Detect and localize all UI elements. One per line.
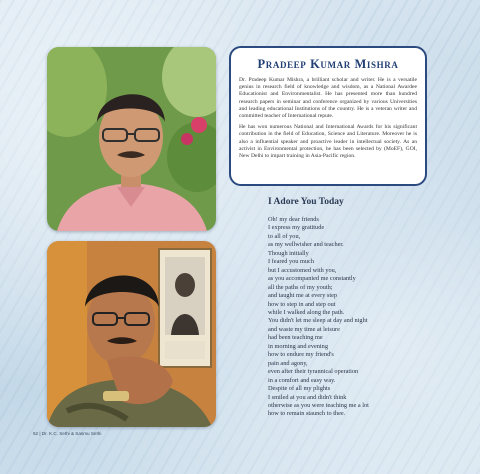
poem-line: even after their tyrannical operation xyxy=(268,368,359,376)
poem-line: Oh! my dear friends xyxy=(268,216,319,223)
author-photo-top xyxy=(47,47,216,231)
poem-line: in morning and evening xyxy=(268,342,328,350)
poem-line: but I accustomed with you, xyxy=(268,266,337,274)
author-bio-box xyxy=(229,46,427,186)
poem-line: as you accompanied me constantly xyxy=(268,275,356,283)
poem-line: to all of you, xyxy=(268,232,301,240)
poem-line: how to step in and step out xyxy=(268,300,336,308)
bio-paragraph-1: Dr. Pradeep Kumar Mishra, a brilliant scholar and writer. He is a versatile genius in research field of knowledge and wisdom, as a National Awardee Educationist and Environmentalist. He has presented more than hundred research papers in seminar and conference organized by various Universities and leading educational Institutions of the country. He is a veteran writer and committed teacher of International repute. xyxy=(239,77,417,120)
poem-line: while I walked along the path. xyxy=(268,308,345,316)
poem-line: I smiled at you and didn't think xyxy=(268,393,347,401)
poem-line: I express my gratitude xyxy=(268,224,325,232)
poem-line: how to endure my friend's xyxy=(268,351,334,359)
poem-line: Despite of all my plights xyxy=(268,385,331,393)
author-portrait-image xyxy=(47,47,216,231)
poem-line: as my wellwisher and teacher. xyxy=(268,241,344,249)
poem-line: otherwise as you were teaching me a lot xyxy=(268,401,369,409)
author-portrait-image-2 xyxy=(47,241,216,427)
poem-line: had been teaching me xyxy=(268,334,323,342)
author-photo-bottom xyxy=(47,241,216,427)
poem-line: all the paths of my youth; xyxy=(268,283,333,291)
poem-line: You didn't let me sleep at day and night xyxy=(268,317,368,325)
poem-body xyxy=(268,216,438,419)
poem-line: and taught me at every step xyxy=(268,292,338,300)
poem-line: I feared you much xyxy=(268,258,314,266)
poem-line: in a comfort and easy way. xyxy=(268,376,336,384)
poem-line: Though initially xyxy=(268,249,309,257)
poem-line: how to remain staunch to thee. xyxy=(268,410,346,418)
author-name: Pradeep Kumar Mishra xyxy=(257,57,399,71)
page-footer: 52 | Dr. K.C. Sethi & Sasmu Sethi xyxy=(33,431,102,436)
poem-title: I Adore You Today xyxy=(268,197,344,207)
bio-paragraph-2: He has won numerous National and International Awards for his significant contribution in the field of Education, Science and Literature. Moreover he is also a influential speaker and proactive leader in intellectual society. As an activist in Environmental protection, he has been selected by (MoEF), GOI, New Delhi to impart training in Asia-Pacific region. xyxy=(239,124,417,160)
poem-line: and waste my time at leisure xyxy=(268,325,340,333)
poem-line: pain and agony, xyxy=(268,359,308,367)
